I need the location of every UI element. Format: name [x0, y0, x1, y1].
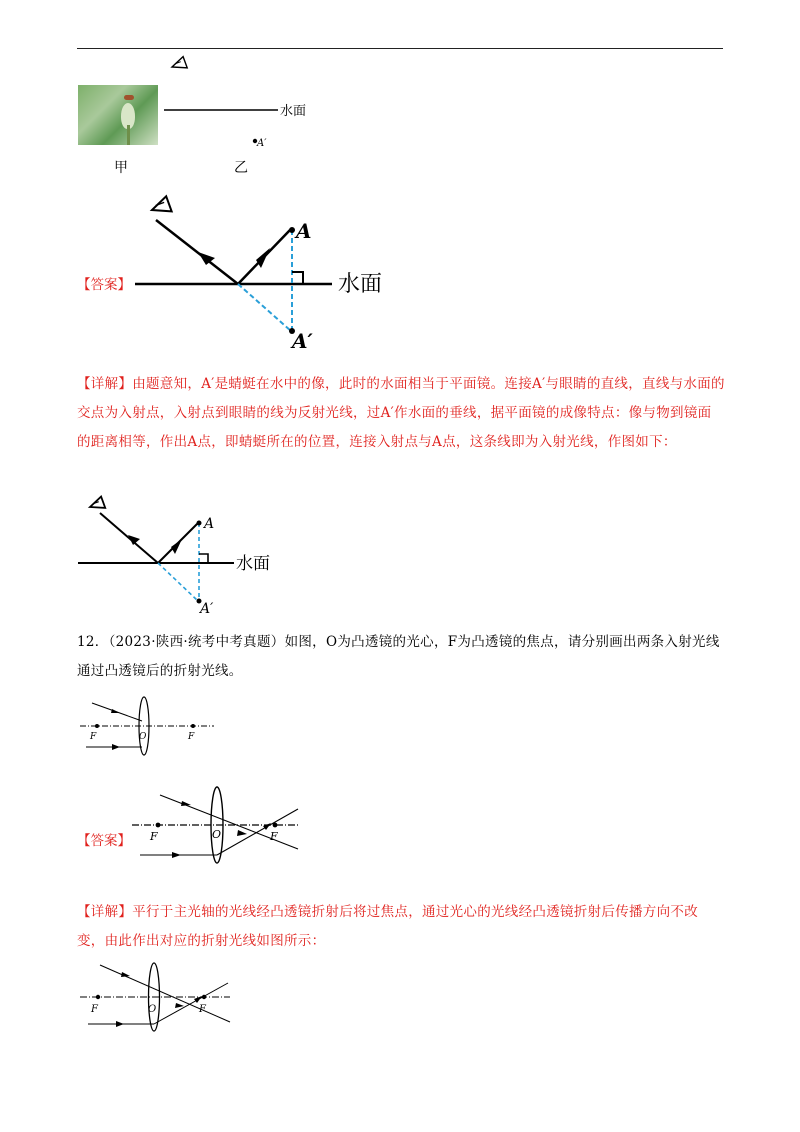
focus-label-right: F — [199, 1004, 206, 1015]
focus-label-left: F — [150, 830, 158, 843]
reflected-ray — [100, 513, 158, 563]
focus-point-right — [273, 823, 278, 828]
point-a — [289, 227, 295, 233]
figure2-diagram — [78, 495, 288, 615]
water-label: 水面 — [236, 554, 270, 574]
ray-arrow — [175, 1003, 184, 1008]
center-label: O — [139, 732, 147, 742]
a-prime-label: A′ — [292, 329, 313, 353]
lens-answer-diagram — [130, 783, 310, 868]
focus-point-left — [96, 995, 100, 999]
ray-arrow — [111, 709, 120, 713]
focus-point-right — [191, 724, 195, 728]
focus-label-right: F — [188, 732, 195, 742]
focus-point-right — [202, 995, 206, 999]
ray-arrow — [172, 852, 181, 858]
question-number: 12． — [77, 634, 109, 650]
right-angle-mark — [199, 554, 208, 563]
explain-text-2: 平行于主光轴的光线经凸透镜折射后将过焦点，通过光心的光线经凸透镜折射后传播方向不改变，由此作出对应的折射光线如图所示： — [77, 904, 699, 949]
right-angle-mark — [292, 272, 303, 284]
refracted-ray — [217, 809, 298, 855]
incident-arrow — [171, 539, 182, 554]
ray-through-center — [100, 965, 230, 1022]
water-label: 水面 — [338, 272, 383, 297]
reflected-ray — [156, 220, 238, 284]
label-yi: 乙 — [234, 160, 248, 176]
focus-point-left — [156, 823, 161, 828]
focus-label-left: F — [91, 1004, 98, 1015]
figure1-diagram — [160, 55, 330, 155]
eye-icon — [88, 497, 105, 513]
explain-tag: 【详解】 — [77, 376, 133, 392]
dragonfly-photo — [78, 85, 158, 145]
ray-arrow — [112, 744, 120, 750]
focus-label-right: F — [270, 830, 278, 843]
ray-arrow — [237, 830, 247, 836]
ray-arrow — [121, 972, 130, 977]
ray-arrow — [116, 1021, 124, 1027]
focus-point-left — [95, 724, 99, 728]
ray-arrow — [263, 823, 271, 830]
label-jia: 甲 — [114, 160, 128, 176]
water-label: 水面 — [280, 104, 307, 119]
a-label: A — [296, 219, 312, 243]
a-label: A — [204, 516, 215, 532]
focus-label-left: F — [90, 732, 97, 742]
answer1-diagram — [130, 190, 400, 355]
explain-text: 由题意知，A′是蜻蜓在水中的像，此时的水面相当于平面镜。连接A′与眼睛的直线，直线与水面的交点为入射点，入射点到眼睛的线为反射光线，过A′作水面的垂线，据平面镜的成像特点：像与物到镜面的距离相等，作出A点，即蜻蜓所在的位置，连接入射点与A点，这条线即为入射光线，作图如下： — [77, 376, 725, 450]
virtual-ray-dashed — [158, 563, 198, 601]
eye-icon — [149, 196, 171, 217]
explain-tag-2: 【详解】 — [77, 904, 133, 920]
incident-arrow — [256, 248, 270, 268]
question-12 — [77, 628, 725, 686]
lens-question-diagram — [78, 695, 218, 765]
eye-icon — [170, 57, 187, 73]
ray-arrow — [181, 801, 191, 806]
explanation-paragraph-1 — [77, 370, 725, 457]
answer-tag-2: 【答案】 — [77, 833, 131, 849]
a-prime-label: A′ — [257, 138, 267, 149]
header-rule — [77, 48, 723, 49]
refracted-ray — [154, 983, 228, 1024]
question-text: （2023·陕西·统考中考真题）如图，O为凸透镜的光心，F为凸透镜的焦点，请分别画出两条入射光线通过凸透镜后的折射光线。 — [77, 634, 720, 679]
lens-explanation-diagram — [78, 960, 238, 1040]
answer-tag: 【答案】 — [77, 277, 131, 293]
virtual-ray-dashed — [238, 284, 291, 331]
point-a — [197, 521, 202, 526]
center-label: O — [212, 828, 222, 841]
explanation-paragraph-2 — [77, 898, 725, 956]
center-label: O — [148, 1004, 157, 1015]
a-prime-label: A′ — [200, 601, 214, 615]
